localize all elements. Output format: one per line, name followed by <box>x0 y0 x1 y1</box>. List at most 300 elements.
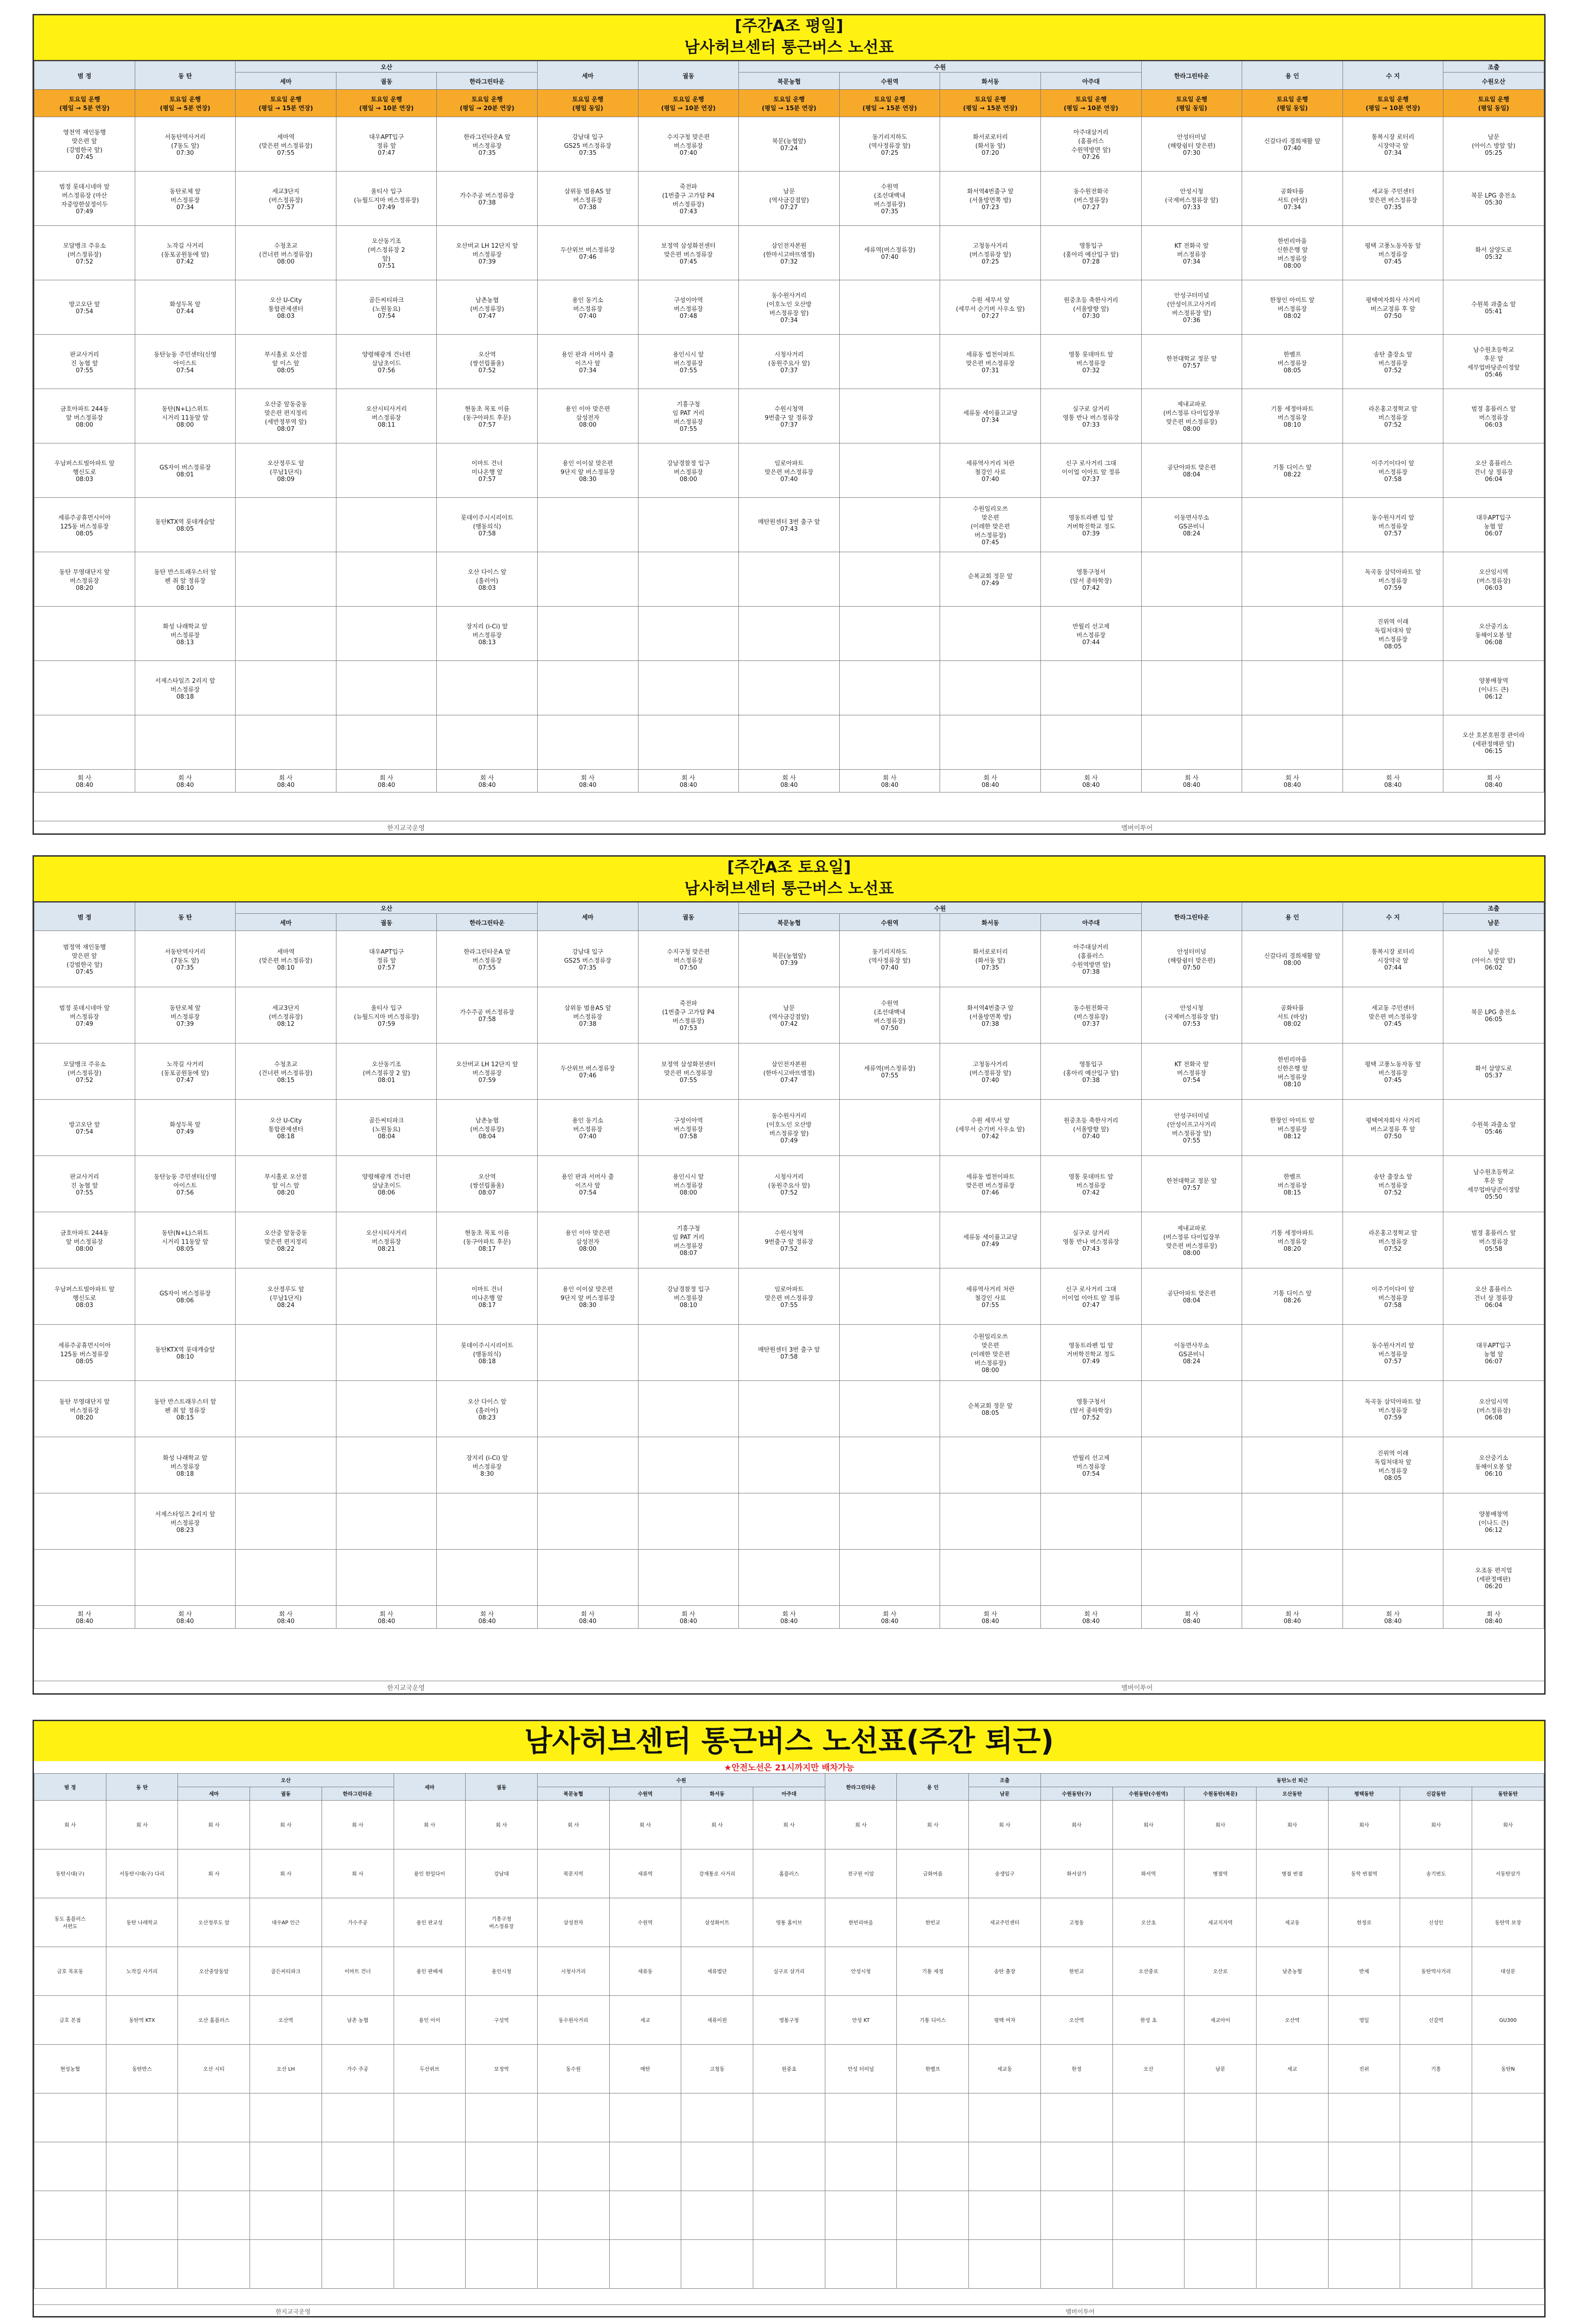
saturday-stop-cell-text: 화서 삼양도로 05:37 <box>1475 1065 1512 1079</box>
weekday-stop-cell-text: 원중초등 축한사거리 (서울방향 앞) 07:30 <box>1064 297 1119 320</box>
evening-stop-cell-text: 금호 본점 <box>59 2017 81 2023</box>
evening-stop-cell <box>897 1947 969 1996</box>
saturday-stop-cell-text: 이마트 건너 미나온행 앞 08:17 <box>471 1286 503 1309</box>
saturday-stop-cell-text: 동탄(N+L)스위트 시거리 11동앞 앞 08:05 <box>161 1229 209 1253</box>
saturday-arrival-cell <box>1343 1606 1443 1629</box>
weekday-stop-cell-text: 기통 세정아파트 버스정류장 08:10 <box>1270 405 1314 429</box>
saturday-stop-cell-text: 동수원사거리 (이호노인 오산방 버스정류장 앞) 07:49 <box>766 1113 812 1144</box>
weekday-stop-cell <box>437 607 538 661</box>
weekday-stop-cell <box>236 280 336 335</box>
weekday-stop-cell <box>437 280 538 335</box>
saturday-stop-cell <box>336 1212 437 1268</box>
evening-stop-cell-text: 시청사거리 <box>561 1968 586 1974</box>
weekday-stop-cell <box>135 335 236 389</box>
evening-stop-cell <box>897 2191 969 2240</box>
saturday-stop-cell <box>1242 1268 1343 1325</box>
saturday-col-header <box>135 903 236 931</box>
weekday-run-note-text: 토요일 운행 (평일 → 15분 연장) <box>862 96 917 112</box>
saturday-stop-cell <box>236 1100 336 1156</box>
saturday-col-header <box>34 903 135 931</box>
weekday-col-header <box>135 61 236 90</box>
weekday-stop-cell <box>1141 280 1242 335</box>
saturday-stop-cell <box>638 1550 739 1606</box>
saturday-stop-cell-text: 순복교회 정문 앞 08:05 <box>968 1403 1013 1417</box>
evening-stop-cell <box>681 2045 753 2093</box>
evening-stop-cell <box>753 1849 825 1898</box>
weekday-col-header-text: 한라그린타운 <box>469 78 505 86</box>
saturday-stop-cell-text: 부시홀로 오산점 앞 이스 앞 08:20 <box>264 1173 307 1196</box>
evening-col-header <box>1256 1787 1328 1801</box>
saturday-stop-cell <box>940 1550 1041 1606</box>
evening-col-header <box>537 1787 609 1801</box>
saturday-arrival-cell-text: 회 사 08:40 <box>478 1611 496 1625</box>
saturday-stop-cell <box>135 1100 236 1156</box>
evening-group-header-text: 오산 <box>281 1777 291 1783</box>
saturday-stop-cell <box>739 987 840 1043</box>
weekday-row <box>34 715 1544 770</box>
evening-stop-cell <box>394 1947 466 1996</box>
saturday-arrival-cell <box>1040 1606 1141 1629</box>
evening-stop-cell <box>466 1849 538 1898</box>
saturday-footer-right: 멤버이투어 <box>1121 1684 1153 1692</box>
weekday-stop-cell <box>1242 335 1343 389</box>
weekday-arrival-cell <box>638 770 739 792</box>
saturday-stop-cell <box>739 1550 840 1606</box>
saturday-timetable <box>33 855 1546 1695</box>
evening-stop-cell <box>1185 1801 1257 1849</box>
weekday-arrival-cell-text: 회 사 08:40 <box>780 775 798 789</box>
weekday-stop-cell <box>1443 661 1544 715</box>
weekday-stop-cell <box>638 661 739 715</box>
weekday-stop-cell-text: GS자이 버스정류장 08:01 <box>159 464 211 478</box>
saturday-stop-cell <box>1242 1156 1343 1212</box>
weekday-stop-cell-text: 현동초 목포 이름 (동구아파트 후문) 07:57 <box>463 405 511 429</box>
evening-stop-cell-text: 가수주공 <box>348 1920 368 1926</box>
saturday-stop-cell-text: 원중초등 축한사거리 (서울방향 앞) 07:40 <box>1064 1117 1119 1140</box>
saturday-stop-cell <box>739 1381 840 1437</box>
evening-stop-cell-text: 동탄N <box>1501 2066 1515 2072</box>
saturday-stop-cell-text: 아주대삼거리 (홈플러스 수원역방면 앞) 07:38 <box>1071 944 1111 976</box>
evening-row <box>34 1947 1544 1996</box>
weekday-stop-cell-text: 독곡동 삼덕아파트 앞 버스정류장 07:59 <box>1364 568 1422 592</box>
saturday-stop-cell-text: 영통입구 (홍아리 예산입구 앞) 07:38 <box>1063 1061 1119 1084</box>
weekday-stop-cell <box>236 552 336 607</box>
saturday-group-header-text: 수원 <box>934 905 946 912</box>
evening-stop-cell-text: 오산정루도 앞 <box>198 1920 230 1926</box>
evening-stop-cell <box>681 2240 753 2289</box>
saturday-stop-cell <box>537 1437 638 1493</box>
weekday-stop-cell-text: 영통입구 (홍아리 예산입구 앞) 07:28 <box>1063 242 1119 265</box>
evening-stop-cell <box>1040 1947 1112 1996</box>
weekday-stop-cell-text: 부시홀로 오산점 앞 이스 앞 08:05 <box>264 351 307 374</box>
weekday-stop-cell <box>1040 226 1141 280</box>
weekday-stop-cell <box>1443 443 1544 498</box>
evening-col-header-text: 신갈동탄 <box>1426 1791 1446 1797</box>
weekday-stop-cell-text: 수원역 (조선대백내 버스정류장) 07:35 <box>874 184 906 215</box>
weekday-stop-cell-text: 양봉배창역 (이나드 큰) 06:12 <box>1478 677 1509 700</box>
evening-stop-cell <box>250 2142 322 2191</box>
evening-stop-cell <box>178 2142 250 2191</box>
weekday-run-note <box>1242 90 1343 117</box>
weekday-stop-cell-text: KT 전화국 앞 버스정류장 07:34 <box>1174 242 1209 265</box>
weekday-run-note-text: 토요일 운행 (평일 동일) <box>1176 96 1207 112</box>
saturday-stop-cell-text: 화성 나래학교 앞 버스정류장 08:18 <box>163 1454 208 1478</box>
saturday-col-header-text: 북문농협 <box>777 919 801 927</box>
weekday-stop-cell-text: 진위역 이래 독립처대차 앞 버스정류장 08:05 <box>1374 619 1412 650</box>
evening-stop-cell <box>250 2191 322 2240</box>
saturday-stop-cell <box>1141 1381 1242 1437</box>
weekday-stop-cell <box>638 498 739 552</box>
weekday-arrival-cell-text: 회 사 08:40 <box>1082 775 1100 789</box>
saturday-col-header <box>1040 914 1141 931</box>
weekday-stop-cell <box>1343 226 1443 280</box>
evening-stop-cell-text: 회 사 <box>783 1822 795 1828</box>
saturday-stop-cell <box>839 1156 940 1212</box>
evening-stop-cell <box>1472 2240 1544 2289</box>
saturday-arrival-cell <box>537 1606 638 1629</box>
saturday-stop-cell <box>1040 1550 1141 1606</box>
weekday-col-header <box>1443 73 1544 90</box>
evening-stop-cell-text: 병점역 <box>1213 1871 1228 1877</box>
saturday-stop-cell <box>940 1100 1041 1156</box>
saturday-stop-cell <box>1141 1212 1242 1268</box>
evening-stop-cell <box>537 2142 609 2191</box>
saturday-stop-cell <box>739 1325 840 1381</box>
weekday-stop-cell <box>537 552 638 607</box>
saturday-stop-cell-text: 강남대 입구 GS25 버스정류장 07:35 <box>564 948 612 971</box>
weekday-run-note-text: 토요일 운행 (평일 → 20분 연장) <box>460 96 514 112</box>
evening-stop-cell <box>1400 1898 1472 1947</box>
weekday-stop-cell-text: 수원북 과출소 앞 05:41 <box>1471 301 1516 315</box>
weekday-stop-cell-text: 한천대학교 정문 앞 07:57 <box>1166 356 1217 370</box>
evening-stop-cell-text: 오산 <box>1143 2066 1154 2072</box>
weekday-stop-cell <box>638 226 739 280</box>
evening-stop-cell-text: 세교주민센터 <box>990 1920 1020 1926</box>
evening-stop-cell <box>537 1801 609 1849</box>
weekday-stop-cell <box>336 715 437 770</box>
saturday-stop-cell-text: 세류동 세이풀고교당 07:49 <box>963 1234 1018 1248</box>
saturday-stop-cell <box>336 931 437 987</box>
saturday-col-header-text: 수 지 <box>1386 914 1400 921</box>
weekday-col-header-text: 아주대 <box>1082 78 1100 86</box>
evening-stop-cell <box>1112 1996 1185 2045</box>
weekday-stop-cell <box>437 335 538 389</box>
saturday-stop-cell-text: 수원일리오쓰 맞은편 (이레한 맞은편 버스정류장) 08:00 <box>970 1333 1010 1374</box>
weekday-run-note-text: 토요일 운행 (평일 → 15분 연장) <box>762 96 816 112</box>
saturday-stop-cell-text: 오산중기소 동해이오봉 앞 06:10 <box>1475 1454 1512 1478</box>
saturday-stop-cell-text: 화서로로터리 (화서동 앞) 07:35 <box>973 948 1008 971</box>
evening-stop-cell <box>1400 1996 1472 2045</box>
weekday-stop-cell-text: 롯데이주시시리이트 (맹동의식) 07:58 <box>461 514 513 537</box>
saturday-stop-cell <box>236 987 336 1043</box>
saturday-stop-cell <box>839 1268 940 1325</box>
evening-stop-cell <box>1400 2191 1472 2240</box>
saturday-stop-cell <box>537 931 638 987</box>
weekday-stop-cell-text: 한벨프 버스정류장 08:05 <box>1277 351 1307 374</box>
weekday-stop-cell-text: 남촌농협 (버스정류장) 07:47 <box>470 297 504 320</box>
weekday-title-line2: 남사허브센터 통근버스 노선표 <box>684 38 894 57</box>
weekday-stop-cell-text: 안성터미널 (해랑쉼터 맞은편) 07:30 <box>1168 133 1216 157</box>
saturday-stop-cell <box>437 1381 538 1437</box>
saturday-col-header-text: 세마 <box>582 914 594 921</box>
saturday-stop-cell <box>1141 1550 1242 1606</box>
saturday-stop-cell <box>638 1212 739 1268</box>
weekday-stop-cell-text: 강남대 입구 GS25 버스정류장 07:35 <box>564 133 612 157</box>
evening-table <box>34 1773 1544 2289</box>
evening-row <box>34 2240 1544 2289</box>
evening-stop-cell-text: 홈플러스 <box>779 1871 799 1877</box>
weekday-stop-cell <box>839 552 940 607</box>
saturday-arrival-cell-text: 회 사 08:40 <box>377 1611 395 1625</box>
weekday-stop-cell <box>1443 715 1544 770</box>
evening-stop-cell <box>394 2191 466 2240</box>
weekday-stop-cell-text: 범정 홈플러스 앞 버스정류장 06:03 <box>1471 405 1516 429</box>
evening-stop-cell-text: 동탄역 보장 <box>1494 1920 1521 1926</box>
weekday-stop-cell <box>839 661 940 715</box>
evening-stop-cell <box>1185 1849 1257 1898</box>
evening-stop-cell <box>466 2191 538 2240</box>
evening-stop-cell-text: 동도 홈플러스 서편도 <box>54 1916 86 1929</box>
saturday-stop-cell-text: 죽전파 (1번출구 고가탑 P4 버스정류장) 07:53 <box>662 1000 715 1032</box>
saturday-stop-cell <box>940 1437 1041 1493</box>
weekday-stop-cell <box>437 661 538 715</box>
weekday-stop-cell <box>537 498 638 552</box>
weekday-stop-cell <box>537 715 638 770</box>
saturday-stop-cell-text: 롯데이주시시리이트 (맹동의식) 08:18 <box>461 1342 513 1365</box>
saturday-stop-cell <box>839 1381 940 1437</box>
weekday-stop-cell <box>739 715 840 770</box>
weekday-stop-cell-text: 오산 다이스 앞 (훌러어) 08:03 <box>467 568 507 592</box>
evening-col-header-text: 화서동 <box>710 1791 725 1797</box>
weekday-stop-cell <box>537 389 638 443</box>
evening-stop-cell-text: 회 사 <box>855 1822 867 1828</box>
evening-stop-cell <box>753 1898 825 1947</box>
weekday-stop-cell-text: 한빈리마을 신한은행 앞 버스정류장 08:00 <box>1277 238 1308 270</box>
weekday-stop-cell-text: 통복시장 로터리 시장약국 앞 07:34 <box>1371 133 1415 157</box>
weekday-arrival-cell <box>1040 770 1141 792</box>
evening-stop-cell <box>106 2045 178 2093</box>
evening-stop-cell <box>537 1947 609 1996</box>
evening-col-header <box>394 1774 466 1801</box>
evening-stop-cell <box>609 1849 681 1898</box>
weekday-row <box>34 443 1544 498</box>
saturday-stop-cell <box>940 1156 1041 1212</box>
weekday-stop-cell-text: 시청사거리 (동원주요사 앞) 07:37 <box>768 351 810 374</box>
weekday-title-line1: [주간A조 평일] <box>735 17 843 35</box>
weekday-stop-cell-text: 오산 U-City 통합관제센터 08:03 <box>268 297 303 320</box>
weekday-stop-cell <box>1242 498 1343 552</box>
saturday-stop-cell-text: 용인시시 앞 버스정류장 08:00 <box>672 1173 704 1196</box>
saturday-stop-cell <box>135 1212 236 1268</box>
weekday-stop-cell-text: 평택 고풍노동자동 앞 버스정류장 07:45 <box>1364 242 1422 265</box>
saturday-stop-cell-text: 안성시청 (국제버스정류장 앞) 07:53 <box>1165 1004 1218 1028</box>
saturday-col-header <box>1242 903 1343 931</box>
weekday-stop-cell <box>1343 172 1443 226</box>
evening-col-header-text: 남문 <box>1000 1791 1010 1797</box>
evening-stop-cell-text: 반제 <box>1359 1968 1369 1974</box>
weekday-stop-cell-text: 세류역사거리 처란 철강인 사료 07:40 <box>966 460 1015 483</box>
evening-stop-cell <box>466 1947 538 1996</box>
evening-col-header <box>322 1787 394 1801</box>
saturday-arrival-cell <box>839 1606 940 1629</box>
weekday-stop-cell <box>336 335 437 389</box>
evening-stop-cell <box>322 2240 394 2289</box>
evening-stop-cell <box>753 2240 825 2289</box>
evening-stop-cell <box>969 1898 1041 1947</box>
weekday-stop-cell <box>34 389 135 443</box>
saturday-stop-cell-text: 수원 세무서 앞 (세무서 순기버 사우소 앞) 07:42 <box>956 1117 1025 1140</box>
evening-stop-cell <box>609 1898 681 1947</box>
weekday-stop-cell-text: 오산중 앞동중동 맞은편 편지정리 (세반정부역 앞) 08:07 <box>264 401 307 433</box>
weekday-arrival-cell-text: 회 사 08:40 <box>679 775 698 789</box>
evening-stop-cell <box>250 1996 322 2045</box>
saturday-arrival-cell <box>34 1606 135 1629</box>
weekday-stop-cell <box>135 715 236 770</box>
saturday-stop-cell-text: 실구로 삼거리 영통 반나 버스정류장 07:43 <box>1063 1229 1119 1253</box>
weekday-stop-cell <box>437 226 538 280</box>
weekday-row <box>34 498 1544 552</box>
evening-stop-cell <box>1256 2240 1328 2289</box>
evening-col-header <box>1112 1787 1185 1801</box>
evening-stop-cell <box>609 2093 681 2142</box>
evening-col-header <box>34 1774 106 1801</box>
weekday-run-note-text: 토요일 운행 (평일 동일) <box>572 96 604 112</box>
weekday-stop-cell-text: 오산버교 LH 12단지 앞 버스정류장 07:39 <box>456 242 519 265</box>
weekday-stop-cell-text: 한창인 아미트 앞 버스정류장 08:02 <box>1270 297 1315 320</box>
evening-stop-cell <box>1472 2142 1544 2191</box>
weekday-row <box>34 552 1544 607</box>
weekday-stop-cell <box>638 443 739 498</box>
evening-stop-cell <box>1112 1849 1185 1898</box>
evening-stop-cell-text: 골든씨티파크 <box>271 1968 301 1974</box>
saturday-stop-cell-text: 매탄원센터 3번 출구 앞 07:58 <box>758 1347 820 1360</box>
saturday-stop-cell <box>839 931 940 987</box>
weekday-stop-cell <box>537 280 638 335</box>
evening-stop-cell-text: 동탄반스 <box>132 2066 152 2072</box>
saturday-stop-cell <box>1242 1100 1343 1156</box>
saturday-stop-cell <box>236 1156 336 1212</box>
weekday-group-header-text: 오산 <box>381 64 393 71</box>
evening-stop-cell-text: 회사 <box>1215 1822 1225 1828</box>
weekday-stop-cell <box>1141 498 1242 552</box>
saturday-stop-cell-text: 세교3단지 (버스정류장) 08:12 <box>269 1004 303 1028</box>
saturday-stop-cell <box>1242 1043 1343 1100</box>
saturday-row <box>34 987 1544 1043</box>
evening-col-header-text: 궐동 <box>281 1791 291 1797</box>
saturday-arrival-cell <box>739 1606 840 1629</box>
weekday-stop-cell-text: 오산동기조 (버스정류장 2 앞) 07:51 <box>368 238 405 270</box>
weekday-stop-cell <box>34 443 135 498</box>
evening-stop-cell <box>969 2093 1041 2142</box>
evening-col-header <box>466 1774 538 1801</box>
weekday-stop-cell-text: 서동탄역사거리 (7동도 앞) 07:30 <box>165 133 206 157</box>
saturday-stop-cell-text: 양봉배창역 (이나드 큰) 06:12 <box>1478 1511 1509 1534</box>
saturday-stop-cell-text: 영동트라펜 입 앞 거버학진학교 정도 07:49 <box>1066 1342 1116 1365</box>
weekday-stop-cell <box>236 226 336 280</box>
saturday-stop-cell <box>336 1156 437 1212</box>
evening-stop-cell <box>34 2191 106 2240</box>
saturday-stop-cell-text: 동탄 반스트래우스터 앞 펜 취 앞 정류장 08:15 <box>154 1398 217 1421</box>
evening-stop-cell <box>825 2093 897 2142</box>
evening-stop-cell <box>1185 1996 1257 2045</box>
weekday-stop-cell <box>34 117 135 172</box>
weekday-stop-cell <box>638 552 739 607</box>
saturday-col-header <box>638 903 739 931</box>
weekday-stop-cell-text: 동수원전화국 (버스정류장) 07:27 <box>1073 188 1109 211</box>
evening-stop-cell <box>537 2045 609 2093</box>
evening-col-header-text: 평택동탄 <box>1354 1791 1374 1797</box>
saturday-stop-cell <box>236 1268 336 1325</box>
weekday-stop-cell <box>1141 172 1242 226</box>
evening-stop-cell <box>897 1801 969 1849</box>
evening-stop-cell <box>1472 1898 1544 1947</box>
evening-stop-cell <box>1256 1898 1328 1947</box>
evening-stop-cell <box>681 2191 753 2240</box>
weekday-stop-cell <box>940 226 1041 280</box>
evening-stop-cell-text: 송생입구 <box>994 1871 1015 1877</box>
evening-stop-cell-text: 회사 <box>1359 1822 1369 1828</box>
saturday-stop-cell-text: 한라그린타운A 앞 버스정류장 07:55 <box>463 948 511 971</box>
evening-stop-cell <box>34 2240 106 2289</box>
evening-stop-cell <box>106 2142 178 2191</box>
weekday-col-header-text: 궐동 <box>381 78 393 86</box>
evening-stop-cell <box>969 1947 1041 1996</box>
weekday-arrival-cell <box>1242 770 1343 792</box>
weekday-stop-cell <box>739 498 840 552</box>
evening-stop-cell-text: 세교 <box>640 2017 651 2023</box>
evening-stop-cell <box>969 1801 1041 1849</box>
evening-stop-cell <box>825 1947 897 1996</box>
evening-stop-cell <box>1185 2093 1257 2142</box>
weekday-arrival-cell-text: 회 사 08:40 <box>478 775 496 789</box>
evening-stop-cell <box>609 1996 681 2045</box>
evening-stop-cell <box>1112 2045 1185 2093</box>
saturday-stop-cell-text: 화서역4번출구 앞 (서울방면쪽 방) 07:38 <box>967 1004 1014 1028</box>
evening-stop-cell <box>1185 2191 1257 2240</box>
saturday-arrival-cell <box>1443 1606 1544 1629</box>
evening-stop-cell <box>1472 2191 1544 2240</box>
weekday-stop-cell <box>336 443 437 498</box>
evening-stop-cell <box>969 2045 1041 2093</box>
saturday-arrival-cell-text: 회 사 08:40 <box>277 1611 295 1625</box>
saturday-col-header <box>336 914 437 931</box>
saturday-stop-cell <box>135 1043 236 1100</box>
weekday-arrival-cell-text: 회 사 08:40 <box>881 775 899 789</box>
weekday-col-header <box>1343 61 1443 90</box>
evening-stop-cell <box>34 1898 106 1947</box>
weekday-stop-cell <box>839 335 940 389</box>
weekday-col-header-text: 수 지 <box>1386 73 1400 80</box>
weekday-stop-cell-text: 삼위동 범용AS 앞 버스정류장 07:38 <box>564 188 612 211</box>
saturday-arrival-cell-text: 회 사 08:40 <box>76 1611 93 1625</box>
evening-stop-cell <box>34 2093 106 2142</box>
saturday-stop-cell <box>1443 1100 1544 1156</box>
weekday-stop-cell <box>1443 498 1544 552</box>
weekday-stop-cell <box>1343 335 1443 389</box>
saturday-stop-cell-text: 수원북 과출소 앞 05:46 <box>1471 1122 1516 1136</box>
evening-stop-cell <box>1400 1801 1472 1849</box>
saturday-stop-cell-text: 화성두목 앞 07:49 <box>169 1122 201 1136</box>
evening-stop-cell-text: 세교 <box>1287 2066 1297 2072</box>
weekday-run-note-text: 토요일 운행 (평일 → 10분 연장) <box>1064 96 1119 112</box>
evening-stop-cell <box>825 1849 897 1898</box>
saturday-stop-cell <box>739 1100 840 1156</box>
weekday-stop-cell <box>1242 443 1343 498</box>
weekday-arrival-cell-text: 회 사 08:40 <box>579 775 597 789</box>
evening-stop-cell-text: 남문 <box>1215 2066 1225 2072</box>
weekday-stop-cell-text: 동탄능동 주민센터(신영 아이스트 07:54 <box>153 351 217 374</box>
saturday-stop-cell <box>236 931 336 987</box>
